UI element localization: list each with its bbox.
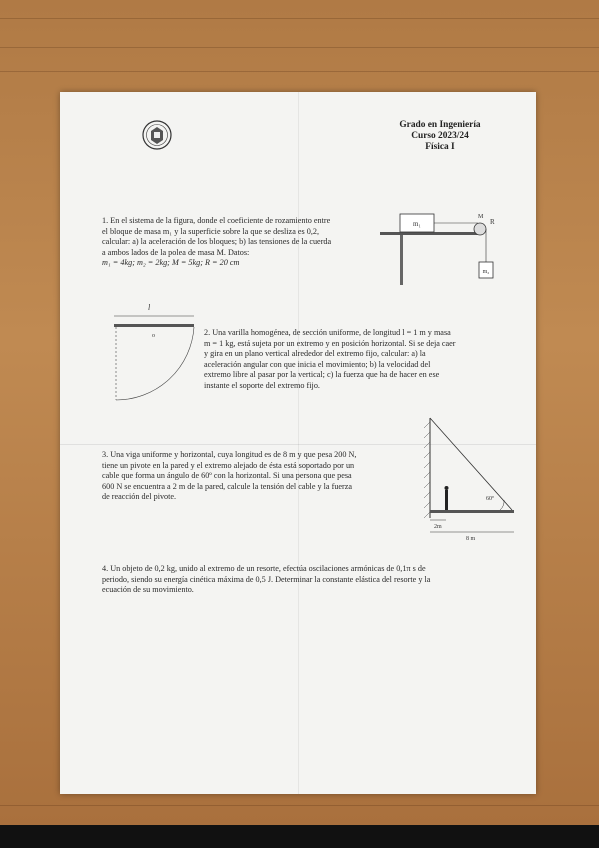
problem-line: 1. En el sistema de la figura, donde el coeficiente de rozamiento entre <box>102 216 331 225</box>
label-angle: 60º <box>486 496 494 502</box>
wood-grain <box>0 18 599 19</box>
label-8m: 8 m <box>466 536 476 542</box>
figure-3-beam-cable <box>422 414 522 548</box>
problem-line: y gira en un plano vertical alrededor del extremo fijo, calcular: a) la <box>204 349 426 359</box>
problem-line: 600 N se encuentra a 2 m de la pared, calcule la tensión del cable y la fuerza <box>102 481 353 491</box>
problem-line: instante el soporte del extremo fijo. <box>204 380 320 390</box>
problem-line: calcular: a) la aceleración de los bloques; b) las tensiones de la cuerda <box>102 237 332 247</box>
exam-sheet <box>60 92 536 794</box>
problem-line: 3. Una viga uniforme y horizontal, cuya longitud es de 8 m y que pesa 200 N, <box>102 450 357 459</box>
label-l: l <box>148 303 151 312</box>
subject-title: Física I <box>425 142 455 152</box>
wood-grain <box>0 71 599 72</box>
problem-4 <box>102 564 522 596</box>
degree-title: Grado en Ingeniería <box>399 120 481 130</box>
paper-fold <box>298 92 299 794</box>
label-m2: m₂ <box>482 269 490 275</box>
problem-line: 4. Un objeto de 0,2 kg, unido al extremo de un resorte, efectúa oscilaciones armónicas de 0,1π s de <box>102 564 426 573</box>
problem-line: extremo libre al pasar por la vertical; c) la fuerza que ha de hacer en ese <box>204 370 440 380</box>
problem-line: m₁ = 4kg; m₂ = 2kg; M = 5kg; R = 20 cm <box>102 258 240 268</box>
problem-line: m = 1 kg, está sujeta por un extremo y en posición horizontal. Si se deja caer <box>204 338 456 348</box>
problem-line: el bloque de masa m₁ y la superficie sobre la que se desliza es 0,2, <box>102 226 320 236</box>
problem-3 <box>102 450 408 503</box>
problem-line: periodo, siendo su energía cinética máxima de 0,5 J. Determinar la constante elástica del resorte y la <box>102 574 431 584</box>
label-m1: m₁ <box>413 220 421 228</box>
label-o: o <box>152 333 155 339</box>
label-2m: 2m <box>434 524 442 530</box>
course-year: Curso 2023/24 <box>411 131 469 141</box>
problem-line: aceleración angular con que inicia el movimiento; b) la velocidad del <box>204 359 431 369</box>
problem-2 <box>204 328 500 392</box>
university-seal-logo <box>142 120 172 150</box>
problem-line: a ambos lados de la polea de masa M. Datos: <box>102 247 250 257</box>
label-M: M <box>478 214 484 220</box>
figure-2-rod <box>112 302 202 402</box>
figure-1-pulley-system <box>378 210 498 290</box>
photo-bottom-edge <box>0 825 599 848</box>
problem-line: ecuación de su movimiento. <box>102 585 194 595</box>
exam-header <box>370 120 510 153</box>
problem-line: 2. Una varilla homogénea, de sección uniforme, de longitud l = 1 m y masa <box>204 328 451 337</box>
problem-line: de reacción del pivote. <box>102 492 177 502</box>
wood-grain <box>0 47 599 48</box>
wood-grain <box>0 805 599 806</box>
problem-1 <box>102 216 376 269</box>
problem-line: tiene un pivote en la pared y el extremo alejado de ésta está soportado por un <box>102 460 355 470</box>
label-R: R <box>490 218 495 226</box>
problem-line: cable que forma un ángulo de 60º con la horizontal. Si una persona que pesa <box>102 471 352 481</box>
